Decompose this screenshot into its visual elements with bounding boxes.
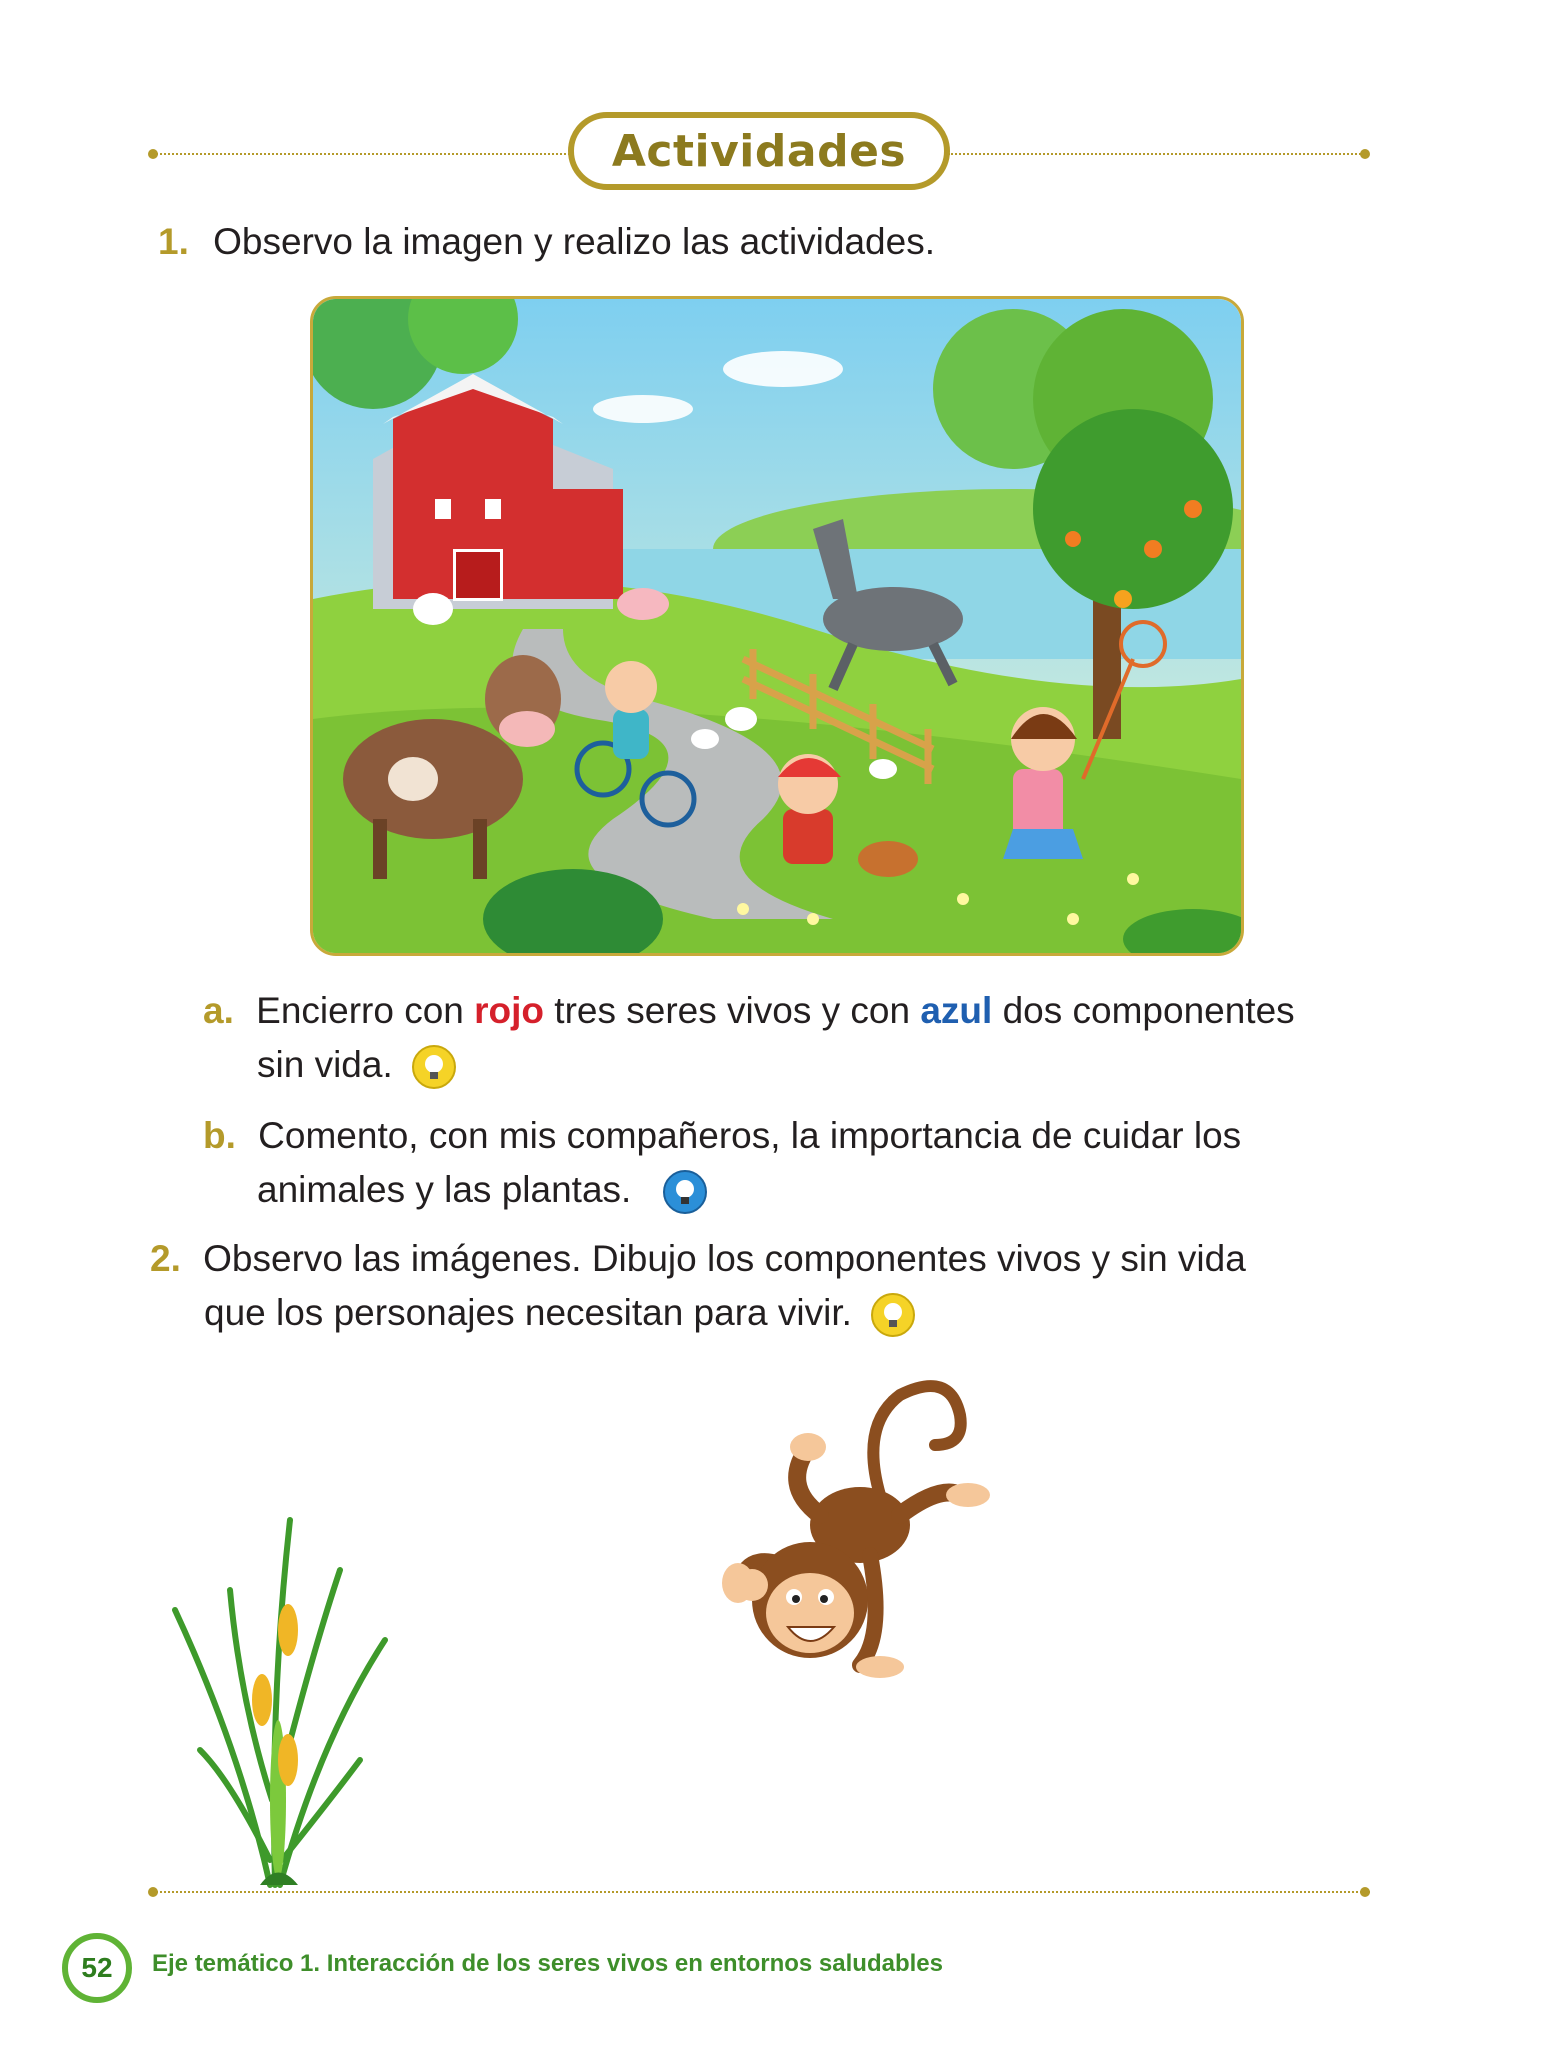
header-rule-left — [152, 153, 570, 155]
section-title-pill — [568, 112, 950, 190]
lightbulb-icon — [411, 1044, 457, 1090]
section-title: Actividades — [611, 125, 907, 177]
footer-caption: Eje temático 1. Interacción de los seres vivos en entornos saludables — [152, 1950, 943, 1977]
footer-rule — [152, 1891, 1370, 1893]
activity-1-item-a — [203, 984, 1363, 1038]
item-a-blue-word: azul — [920, 990, 993, 1031]
activity-2-line1 — [150, 1232, 1350, 1286]
item-a-text-before: Encierro con — [256, 990, 475, 1031]
item-a-letter: a. — [203, 990, 234, 1031]
header-dot-right — [1360, 149, 1370, 159]
farm-illustration — [310, 296, 1244, 956]
activity-1-item-b-line2 — [257, 1163, 708, 1217]
monkey-illustration — [710, 1365, 1000, 1685]
farm-scene-svg — [313, 299, 1241, 953]
activity-1-number: 1. — [158, 221, 189, 262]
activity-1-heading — [158, 215, 935, 269]
activity-1-item-a-line2 — [257, 1038, 457, 1092]
item-a-text-middle: tres seres vivos y con — [544, 990, 921, 1031]
item-a-red-word: rojo — [474, 990, 545, 1031]
activity-2-number: 2. — [150, 1238, 181, 1279]
activity-1-item-b — [203, 1109, 1363, 1163]
lightbulb-icon-blue — [662, 1169, 708, 1215]
item-b-line2: animales y las plantas. — [257, 1169, 632, 1210]
item-a-text-after: dos componentes — [992, 990, 1295, 1031]
footer-dot-left — [148, 1887, 158, 1897]
activity-2-text-line1: Observo las imágenes. Dibujo los componentes vivos y sin vida — [203, 1238, 1246, 1279]
header-dot-left — [148, 149, 158, 159]
activity-2-line2 — [204, 1286, 916, 1340]
activity-1-text: Observo la imagen y realizo las actividades. — [213, 221, 935, 262]
lightbulb-icon — [870, 1292, 916, 1338]
item-b-letter: b. — [203, 1115, 236, 1156]
corn-plant-illustration — [170, 1500, 390, 1890]
header-rule-right — [948, 153, 1364, 155]
item-a-line2: sin vida. — [257, 1044, 393, 1085]
page-number: 52 — [81, 1952, 113, 1983]
activity-2-text-line2: que los personajes necesitan para vivir. — [204, 1292, 852, 1333]
footer-dot-right — [1360, 1887, 1370, 1897]
item-b-line1: Comento, con mis compañeros, la importancia de cuidar los — [258, 1115, 1242, 1156]
page-number-badge — [62, 1933, 132, 2003]
